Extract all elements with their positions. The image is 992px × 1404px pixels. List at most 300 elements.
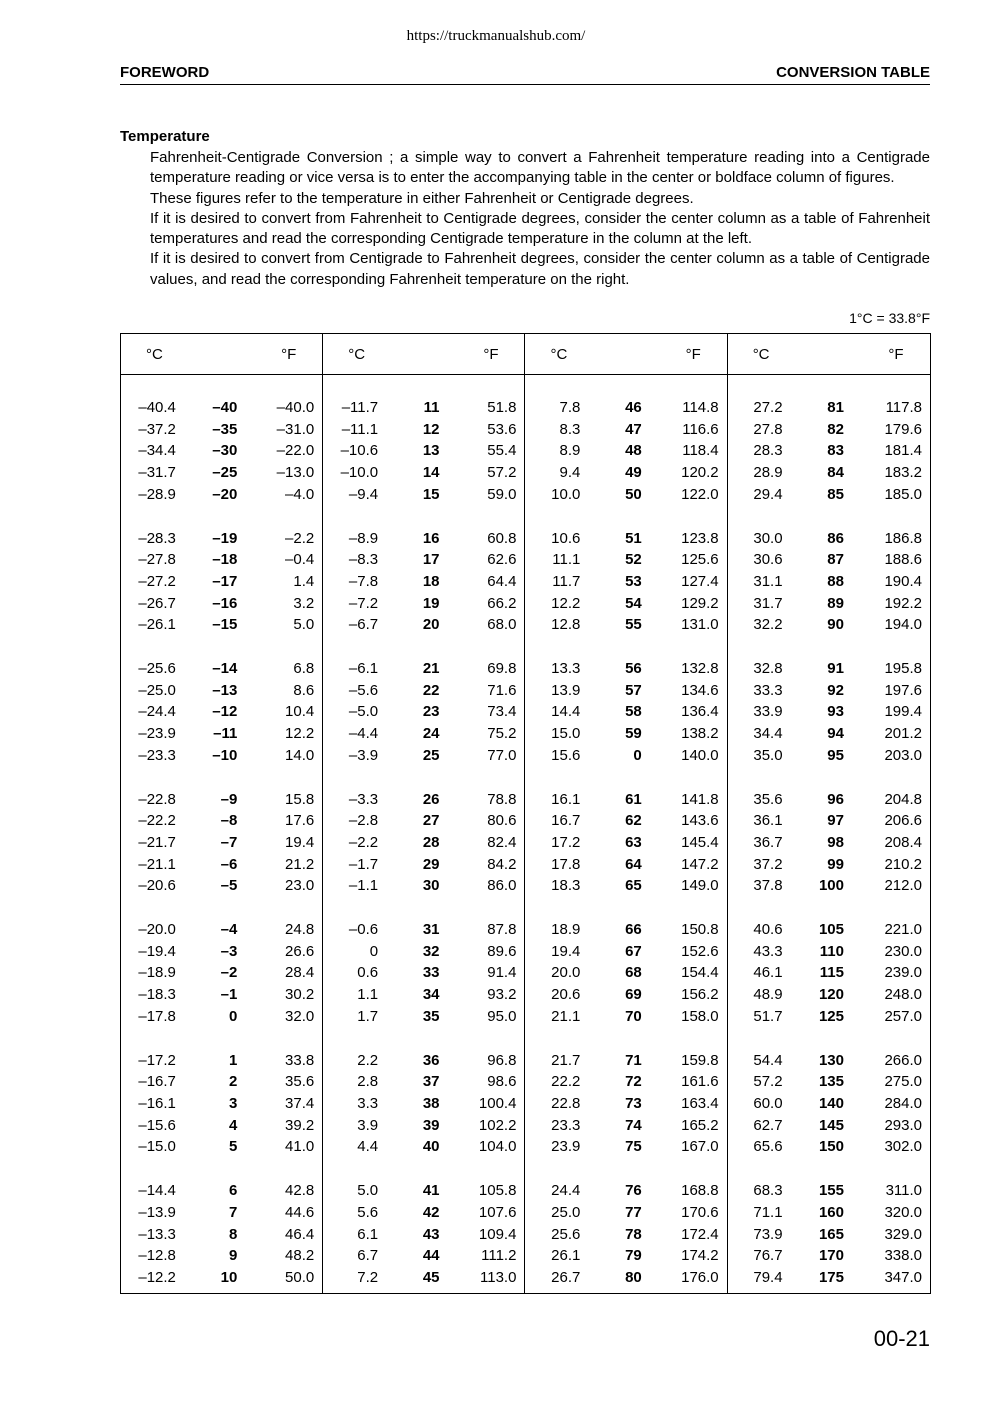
fahrenheit-cell: 347.0 xyxy=(862,1267,931,1294)
base-value-cell: –4 xyxy=(220,921,238,939)
table-row xyxy=(121,462,931,484)
celsius-cell: 1.7 xyxy=(357,1007,379,1025)
celsius-cell: 4.4 xyxy=(357,1138,379,1156)
fahrenheit-cell: 93.2 xyxy=(458,984,525,1006)
celsius-cell: 6.1 xyxy=(357,1225,379,1243)
fahrenheit-cell: 24.8 xyxy=(255,919,322,941)
fahrenheit-cell: 186.8 xyxy=(862,528,931,550)
table-header-row xyxy=(121,334,931,375)
base-value-cell: 32 xyxy=(422,942,440,960)
fahrenheit-cell: 44.6 xyxy=(255,1202,322,1224)
fahrenheit-cell: 208.4 xyxy=(862,832,931,854)
base-value-cell: 135 xyxy=(818,1073,844,1091)
fahrenheit-cell: 80.6 xyxy=(458,810,525,832)
fahrenheit-cell: 50.0 xyxy=(255,1267,322,1294)
fahrenheit-cell: 266.0 xyxy=(862,1050,931,1072)
base-value-cell: –5 xyxy=(220,877,238,895)
base-value-cell: –18 xyxy=(212,551,238,569)
base-value-cell: 27 xyxy=(422,812,440,830)
base-value-cell: 46 xyxy=(625,399,642,416)
fahrenheit-cell: 75.2 xyxy=(458,723,525,745)
celsius-cell: –27.8 xyxy=(121,549,188,571)
fahrenheit-cell: 111.2 xyxy=(458,1245,525,1267)
fahrenheit-cell: –13.0 xyxy=(255,462,322,484)
page-header xyxy=(120,64,930,85)
base-value-cell: 10 xyxy=(188,1267,255,1294)
base-value-cell: –19 xyxy=(212,529,238,547)
column-header xyxy=(795,334,862,375)
base-value-cell: 35 xyxy=(422,1007,440,1025)
base-value-cell: –12 xyxy=(212,703,238,721)
celsius-cell: 21.1 xyxy=(551,1007,581,1025)
fahrenheit-cell: 165.2 xyxy=(660,1115,727,1137)
base-value-cell: 5 xyxy=(228,1138,238,1156)
fahrenheit-cell: 62.6 xyxy=(458,549,525,571)
fahrenheit-cell: 78.8 xyxy=(458,789,525,811)
base-value-cell: 9 xyxy=(228,1247,238,1265)
fahrenheit-cell: 42.8 xyxy=(255,1180,322,1202)
fahrenheit-cell: 105.8 xyxy=(458,1180,525,1202)
celsius-cell: –17.8 xyxy=(121,1006,188,1028)
fahrenheit-cell: 84.2 xyxy=(458,854,525,876)
celsius-cell: 32.8 xyxy=(753,660,783,678)
fahrenheit-cell: 159.8 xyxy=(660,1050,727,1072)
fahrenheit-cell: 275.0 xyxy=(862,1071,931,1093)
base-value-cell: 18 xyxy=(422,572,440,590)
celsius-cell: 54.4 xyxy=(753,1051,783,1069)
fahrenheit-cell: –40.0 xyxy=(255,397,322,419)
base-value-cell: 115 xyxy=(819,964,844,982)
fahrenheit-cell: 284.0 xyxy=(862,1093,931,1115)
celsius-cell: 18.3 xyxy=(551,877,581,895)
celsius-cell: 34.4 xyxy=(753,725,783,743)
celsius-cell: 30.6 xyxy=(753,551,783,569)
base-value-cell: 83 xyxy=(827,442,844,460)
celsius-cell: –12.8 xyxy=(121,1245,188,1267)
base-value-cell: 29 xyxy=(422,855,440,873)
base-value-cell: 85 xyxy=(827,485,844,503)
fahrenheit-cell: –22.0 xyxy=(255,440,322,462)
celsius-cell: 33.9 xyxy=(753,703,783,721)
base-value-cell: 0 xyxy=(228,1007,238,1025)
fahrenheit-cell: 100.4 xyxy=(458,1093,525,1115)
fahrenheit-cell: 37.4 xyxy=(255,1093,322,1115)
base-value-cell: –7 xyxy=(220,833,238,851)
celsius-cell: –11.1 xyxy=(341,420,379,438)
fahrenheit-cell: 161.6 xyxy=(660,1071,727,1093)
table-row xyxy=(121,571,931,593)
celsius-cell: –28.3 xyxy=(121,528,188,550)
celsius-cell: 26.7 xyxy=(525,1267,592,1294)
fahrenheit-cell: 69.8 xyxy=(458,658,525,680)
base-value-cell: 42 xyxy=(422,1203,440,1221)
fahrenheit-cell: 68.0 xyxy=(458,614,525,636)
fahrenheit-cell: 41.0 xyxy=(255,1136,322,1158)
paragraph: Fahrenheit-Centigrade Conversion ; a simple way to convert a Fahrenheit temperature reading into a Centigrade temperature reading or vice versa is to enter the accompanying table in the center or boldface column of figures. xyxy=(150,149,930,187)
base-value-cell: 97 xyxy=(827,812,844,830)
base-value-cell: 7 xyxy=(228,1203,238,1221)
base-value-cell: –8 xyxy=(220,812,238,830)
fahrenheit-cell: 3.2 xyxy=(255,593,322,615)
base-value-cell: 47 xyxy=(625,420,642,438)
fahrenheit-cell: 89.6 xyxy=(458,941,525,963)
column-header: °F xyxy=(255,334,322,375)
table-row xyxy=(121,941,931,963)
fahrenheit-cell: 35.6 xyxy=(255,1071,322,1093)
celsius-cell: 35.6 xyxy=(753,790,783,808)
fahrenheit-cell: 102.2 xyxy=(458,1115,525,1137)
fahrenheit-cell: 195.8 xyxy=(862,658,931,680)
table-row xyxy=(121,397,931,419)
fahrenheit-cell: 21.2 xyxy=(255,854,322,876)
table-row xyxy=(121,789,931,811)
fahrenheit-cell: 59.0 xyxy=(458,484,525,506)
fahrenheit-cell: 86.0 xyxy=(458,875,525,897)
base-value-cell: 8 xyxy=(228,1225,238,1243)
base-value-cell: 26 xyxy=(422,790,440,808)
fahrenheit-cell: 329.0 xyxy=(862,1224,931,1246)
fahrenheit-cell: 141.8 xyxy=(660,789,727,811)
celsius-cell: –8.9 xyxy=(348,529,379,547)
fahrenheit-cell: 190.4 xyxy=(862,571,931,593)
fahrenheit-cell: 145.4 xyxy=(660,832,727,854)
fahrenheit-cell: 239.0 xyxy=(862,962,931,984)
fahrenheit-cell: 8.6 xyxy=(255,680,322,702)
celsius-cell: 10.6 xyxy=(551,529,581,547)
base-value-cell: 81 xyxy=(827,399,844,416)
base-value-cell: 69 xyxy=(625,986,642,1004)
celsius-cell: 27.8 xyxy=(753,420,783,438)
fahrenheit-cell: 170.6 xyxy=(660,1202,727,1224)
column-header xyxy=(390,334,457,375)
column-header: °C xyxy=(525,334,592,375)
base-value-cell: 11 xyxy=(423,399,440,416)
paragraph: If it is desired to convert from Centigrade to Fahrenheit degrees, consider the center column as a table of Centigrade values, and read the corresponding Fahrenheit temperature on the right. xyxy=(150,250,930,288)
fahrenheit-cell: 176.0 xyxy=(660,1267,727,1294)
base-value-cell: 55 xyxy=(625,616,642,634)
celsius-cell: 20.6 xyxy=(551,986,581,1004)
base-value-cell: 21 xyxy=(422,660,440,678)
base-value-cell: 38 xyxy=(422,1094,440,1112)
fahrenheit-cell: –31.0 xyxy=(255,419,322,441)
base-value-cell: 51 xyxy=(625,529,642,547)
base-value-cell: –1 xyxy=(220,986,238,1004)
celsius-cell: –27.2 xyxy=(121,571,188,593)
fahrenheit-cell: 149.0 xyxy=(660,875,727,897)
base-value-cell: 155 xyxy=(818,1182,844,1200)
fahrenheit-cell: 204.8 xyxy=(862,789,931,811)
base-value-cell: 20 xyxy=(422,616,440,634)
base-value-cell: –11 xyxy=(213,725,238,743)
base-value-cell: 6 xyxy=(228,1182,238,1200)
celsius-cell: –7.8 xyxy=(348,572,379,590)
table-row xyxy=(121,919,931,941)
source-url[interactable]: https://truckmanualshub.com/ xyxy=(406,28,586,44)
celsius-cell: –25.0 xyxy=(121,680,188,702)
celsius-cell: 31.1 xyxy=(753,572,783,590)
fahrenheit-cell: 302.0 xyxy=(862,1136,931,1158)
celsius-cell: –11.7 xyxy=(341,399,379,416)
base-value-cell: 105 xyxy=(818,921,844,939)
celsius-cell: –1.7 xyxy=(348,855,379,873)
celsius-cell: 76.7 xyxy=(753,1247,783,1265)
base-value-cell: 110 xyxy=(819,942,844,960)
celsius-cell: –23.3 xyxy=(121,745,188,767)
fahrenheit-cell: 163.4 xyxy=(660,1093,727,1115)
base-value-cell: 76 xyxy=(625,1182,642,1200)
fahrenheit-cell: –2.2 xyxy=(255,528,322,550)
fahrenheit-cell: –4.0 xyxy=(255,484,322,506)
celsius-cell: –28.9 xyxy=(121,484,188,506)
celsius-cell: 7.8 xyxy=(559,399,581,416)
celsius-cell: 62.7 xyxy=(753,1116,783,1134)
fahrenheit-cell: 143.6 xyxy=(660,810,727,832)
base-value-cell: 71 xyxy=(625,1051,642,1069)
base-value-cell: 125 xyxy=(818,1007,844,1025)
celsius-cell: 79.4 xyxy=(727,1267,794,1294)
table-row xyxy=(121,484,931,506)
celsius-cell: 3.3 xyxy=(357,1094,379,1112)
celsius-cell: 12.8 xyxy=(551,616,581,634)
base-value-cell: 40 xyxy=(422,1138,440,1156)
fahrenheit-cell: 116.6 xyxy=(660,419,727,441)
fahrenheit-cell: 14.0 xyxy=(255,745,322,767)
fahrenheit-cell: 199.4 xyxy=(862,701,931,723)
base-value-cell: 57 xyxy=(625,681,642,699)
base-value-cell: 100 xyxy=(818,877,844,895)
celsius-cell: 27.2 xyxy=(753,399,783,416)
conversion-note: 1°C = 33.8°F xyxy=(849,310,930,326)
fahrenheit-cell: 127.4 xyxy=(660,571,727,593)
base-value-cell: 54 xyxy=(625,594,642,612)
celsius-cell: –20.6 xyxy=(121,875,188,897)
celsius-cell: –5.0 xyxy=(348,703,379,721)
base-value-cell: 140 xyxy=(818,1094,844,1112)
base-value-cell: –16 xyxy=(212,594,238,612)
fahrenheit-cell: 123.8 xyxy=(660,528,727,550)
base-value-cell: 23 xyxy=(422,703,440,721)
celsius-cell: 16.7 xyxy=(551,812,581,830)
header-right: CONVERSION TABLE xyxy=(776,64,930,81)
column-header: °F xyxy=(660,334,727,375)
fahrenheit-cell: 150.8 xyxy=(660,919,727,941)
base-value-cell: 86 xyxy=(827,529,844,547)
table-row xyxy=(121,1006,931,1028)
celsius-cell: 22.2 xyxy=(551,1073,581,1091)
base-value-cell: 90 xyxy=(827,616,844,634)
fahrenheit-cell: 1.4 xyxy=(255,571,322,593)
base-value-cell: 65 xyxy=(625,877,642,895)
celsius-cell: 15.6 xyxy=(551,746,581,764)
base-value-cell: –17 xyxy=(212,572,238,590)
fahrenheit-cell: 55.4 xyxy=(458,440,525,462)
paragraph: These figures refer to the temperature in either Fahrenheit or Centigrade degrees. xyxy=(150,189,694,207)
celsius-cell: –16.1 xyxy=(121,1093,188,1115)
celsius-cell: 19.4 xyxy=(551,942,581,960)
spacer-row xyxy=(121,1028,931,1050)
table-row xyxy=(121,680,931,702)
fahrenheit-cell: 118.4 xyxy=(660,440,727,462)
section-title: Temperature xyxy=(120,128,210,145)
fahrenheit-cell: 179.6 xyxy=(862,419,931,441)
fahrenheit-cell: 30.2 xyxy=(255,984,322,1006)
celsius-cell: 29.4 xyxy=(753,485,783,503)
celsius-cell: 13.3 xyxy=(551,660,581,678)
celsius-cell: –20.0 xyxy=(121,919,188,941)
celsius-cell: –13.3 xyxy=(121,1224,188,1246)
celsius-cell: 51.7 xyxy=(753,1007,783,1025)
fahrenheit-cell: 185.0 xyxy=(862,484,931,506)
base-value-cell: 99 xyxy=(827,855,844,873)
fahrenheit-cell: 64.4 xyxy=(458,571,525,593)
fahrenheit-cell: 19.4 xyxy=(255,832,322,854)
base-value-cell: 95 xyxy=(827,746,844,764)
fahrenheit-cell: 140.0 xyxy=(660,745,727,767)
base-value-cell: 3 xyxy=(228,1094,238,1112)
fahrenheit-cell: 122.0 xyxy=(660,484,727,506)
celsius-cell: –21.1 xyxy=(121,854,188,876)
base-value-cell: 145 xyxy=(818,1116,844,1134)
base-value-cell: 120 xyxy=(818,986,844,1004)
table-row xyxy=(121,875,931,897)
fahrenheit-cell: 48.2 xyxy=(255,1245,322,1267)
intro-text xyxy=(150,148,930,290)
spacer-row xyxy=(121,1158,931,1180)
fahrenheit-cell: 39.2 xyxy=(255,1115,322,1137)
celsius-cell: 46.1 xyxy=(753,964,783,982)
table-body xyxy=(121,375,931,1294)
spacer-row xyxy=(121,636,931,658)
celsius-cell: –12.2 xyxy=(121,1267,188,1294)
base-value-cell: 63 xyxy=(625,833,642,851)
celsius-cell: 71.1 xyxy=(753,1203,783,1221)
celsius-cell: –26.7 xyxy=(121,593,188,615)
celsius-cell: 68.3 xyxy=(753,1182,783,1200)
fahrenheit-cell: 113.0 xyxy=(458,1267,525,1294)
base-value-cell: 150 xyxy=(818,1138,844,1156)
fahrenheit-cell: 134.6 xyxy=(660,680,727,702)
base-value-cell: 34 xyxy=(422,986,440,1004)
celsius-cell: –3.3 xyxy=(348,790,379,808)
celsius-cell: 18.9 xyxy=(551,921,581,939)
base-value-cell: 96 xyxy=(827,790,844,808)
celsius-cell: 26.1 xyxy=(551,1247,581,1265)
celsius-cell: 6.7 xyxy=(357,1247,379,1265)
fahrenheit-cell: 320.0 xyxy=(862,1202,931,1224)
fahrenheit-cell: 26.6 xyxy=(255,941,322,963)
base-value-cell: 74 xyxy=(625,1116,642,1134)
celsius-cell: 0 xyxy=(369,942,379,960)
base-value-cell: 165 xyxy=(818,1225,844,1243)
base-value-cell: 44 xyxy=(422,1247,440,1265)
celsius-cell: 33.3 xyxy=(753,681,783,699)
base-value-cell: 160 xyxy=(818,1203,844,1221)
table-row xyxy=(121,854,931,876)
celsius-cell: –22.2 xyxy=(121,810,188,832)
fahrenheit-cell: 60.8 xyxy=(458,528,525,550)
celsius-cell: 11.1 xyxy=(552,551,581,569)
celsius-cell: –1.1 xyxy=(348,877,379,895)
table-row xyxy=(121,1180,931,1202)
celsius-cell: –34.4 xyxy=(121,440,188,462)
celsius-cell: 7.2 xyxy=(323,1267,390,1294)
celsius-cell: 17.8 xyxy=(551,855,581,873)
base-value-cell: 78 xyxy=(625,1225,642,1243)
fahrenheit-cell: 98.6 xyxy=(458,1071,525,1093)
base-value-cell: 12 xyxy=(422,420,440,438)
paragraph: If it is desired to convert from Fahrenheit to Centigrade degrees, consider the center column as a table of Fahrenheit temperatures and read the corresponding Centigrade temperature in the column at the left. xyxy=(150,209,930,248)
celsius-cell: 32.2 xyxy=(753,616,783,634)
base-value-cell: 14 xyxy=(422,464,440,482)
fahrenheit-cell: 168.8 xyxy=(660,1180,727,1202)
base-value-cell: –15 xyxy=(212,616,238,634)
celsius-cell: 17.2 xyxy=(551,833,581,851)
base-value-cell: 48 xyxy=(625,442,642,460)
table-row xyxy=(121,419,931,441)
table-row xyxy=(121,810,931,832)
base-value-cell: 43 xyxy=(422,1225,440,1243)
fahrenheit-cell: 91.4 xyxy=(458,962,525,984)
base-value-cell: 19 xyxy=(422,594,440,612)
base-value-cell: 62 xyxy=(625,812,642,830)
base-value-cell: –25 xyxy=(212,464,238,482)
table-row xyxy=(121,1093,931,1115)
fahrenheit-cell: 338.0 xyxy=(862,1245,931,1267)
base-value-cell: 88 xyxy=(827,572,844,590)
celsius-cell: 23.9 xyxy=(551,1138,581,1156)
fahrenheit-cell: 66.2 xyxy=(458,593,525,615)
celsius-cell: –37.2 xyxy=(121,419,188,441)
base-value-cell: 53 xyxy=(625,572,642,590)
fahrenheit-cell: 46.4 xyxy=(255,1224,322,1246)
table-row xyxy=(121,440,931,462)
table-row xyxy=(121,745,931,767)
celsius-cell: –26.1 xyxy=(121,614,188,636)
base-value-cell: 91 xyxy=(827,660,844,678)
base-value-cell: 22 xyxy=(422,681,440,699)
fahrenheit-cell: 129.2 xyxy=(660,593,727,615)
fahrenheit-cell: 203.0 xyxy=(862,745,931,767)
table-row xyxy=(121,593,931,615)
base-value-cell: –30 xyxy=(212,442,238,460)
fahrenheit-cell: 77.0 xyxy=(458,745,525,767)
base-value-cell: 50 xyxy=(625,485,642,503)
base-value-cell: 87 xyxy=(827,551,844,569)
celsius-cell: –8.3 xyxy=(348,551,379,569)
table-row xyxy=(121,1202,931,1224)
column-header: °C xyxy=(727,334,794,375)
celsius-cell: –16.7 xyxy=(121,1071,188,1093)
celsius-cell: –2.8 xyxy=(348,812,379,830)
celsius-cell: 3.9 xyxy=(357,1116,379,1134)
base-value-cell: 170 xyxy=(818,1247,844,1265)
celsius-cell: 15.0 xyxy=(551,725,581,743)
base-value-cell: –3 xyxy=(220,942,238,960)
celsius-cell: –19.4 xyxy=(121,941,188,963)
base-value-cell: 72 xyxy=(625,1073,642,1091)
celsius-cell: 31.7 xyxy=(753,594,783,612)
fahrenheit-cell: 167.0 xyxy=(660,1136,727,1158)
base-value-cell: 37 xyxy=(422,1073,440,1091)
conversion-table xyxy=(120,333,931,1294)
fahrenheit-cell: 257.0 xyxy=(862,1006,931,1028)
table-row xyxy=(121,614,931,636)
base-value-cell: 68 xyxy=(625,964,642,982)
fahrenheit-cell: 10.4 xyxy=(255,701,322,723)
celsius-cell: 5.0 xyxy=(357,1182,379,1200)
celsius-cell: –6.1 xyxy=(348,660,379,678)
fahrenheit-cell: 206.6 xyxy=(862,810,931,832)
